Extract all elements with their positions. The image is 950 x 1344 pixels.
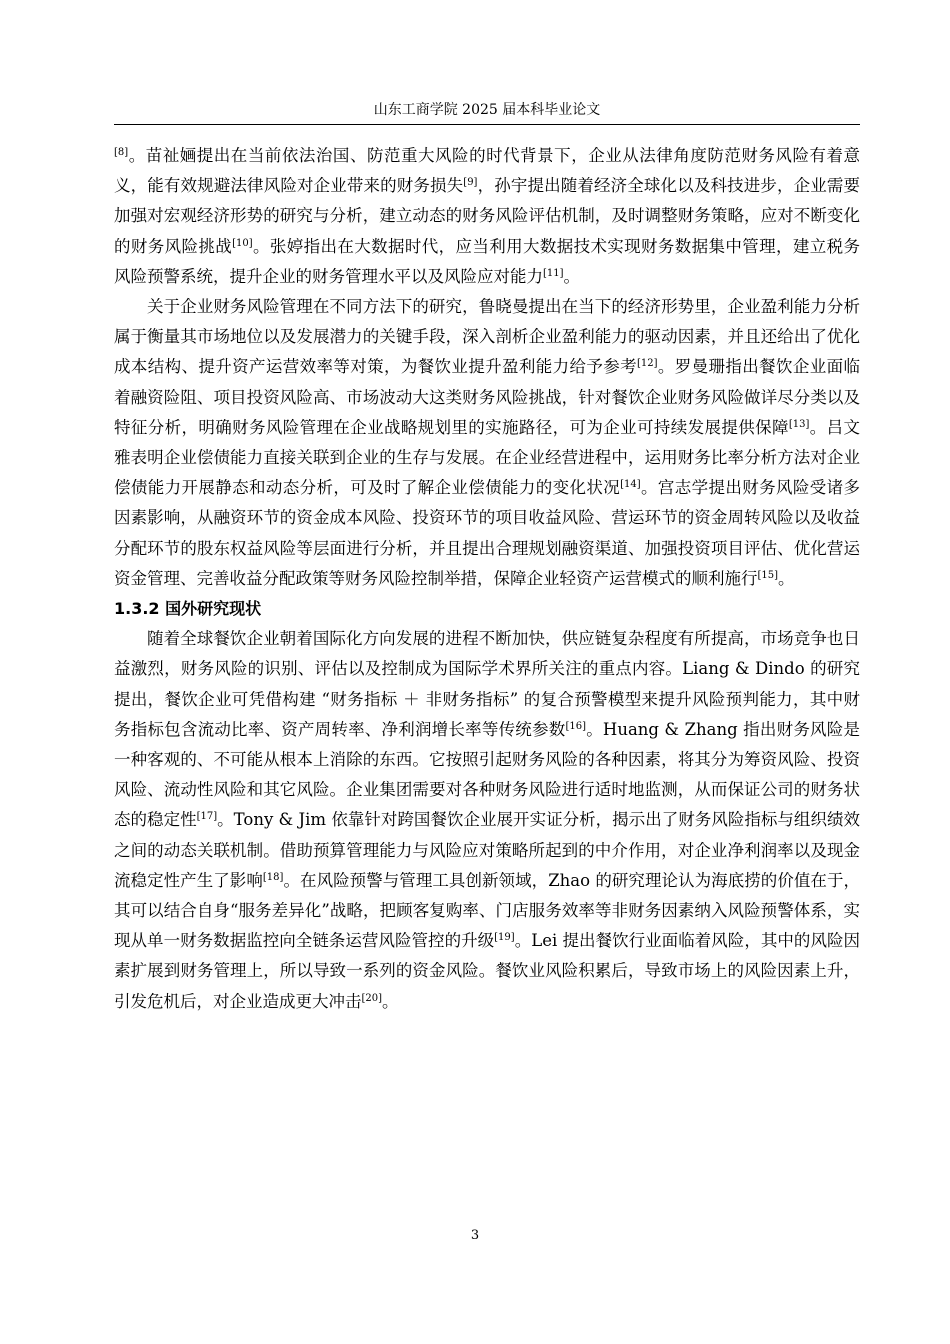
- text-span: 。: [563, 266, 581, 286]
- citation: [13]: [788, 418, 810, 430]
- text-span: 。苗祉婳提出在当前依法治国、防范重大风险的时代背景下，企业从法律角度防范财务风险有着意义，能有效规避法律风险对企业带来的财务损失: [114, 146, 860, 196]
- text-span: 。Lei 提出餐饮行业面临着风险，其中的风险因素扩展到财务管理上，所以导致一系列的资金风险。餐饮业风险积累后，导致市场上的风险因素上升，引发危机后，对企业造成更大冲击: [114, 931, 860, 1011]
- text-span: ，孙宇提出随着经济全球化以及科技进步，企业需要加强对宏观经济形势的研究与分析，建立动态的财务风险评估机制，及时调整财务策略，应对不断变化的财务风险挑战: [114, 176, 861, 256]
- paragraph-domestic-methods: [114, 292, 860, 594]
- citation: [8]: [114, 147, 129, 158]
- citation: [11]: [543, 267, 564, 279]
- text-span: 。吕文雅表明企业偿债能力直接关联到企业的生存与发展。在企业经营进程中，运用财务比率分析方法对企业偿债能力开展静态和动态分析，可及时了解企业偿债能力的变化状况: [114, 417, 861, 498]
- citation: [14]: [620, 479, 641, 491]
- citation: [18]: [262, 871, 284, 883]
- section-heading: 1.3.2 国外研究现状: [114, 599, 262, 619]
- text-span: 。张婷指出在大数据时代，应当利用大数据技术实现财务数据集中管理，建立税务风险预警系统，提升企业的财务管理水平以及风险应对能力: [114, 236, 861, 286]
- text-span: 。Huang & Zhang 指出财务风险是一种客观的、不可能从根本上消除的东西。它按照引起财务风险的各种因素，将其分为筹资风险、投资风险、流动性风险和其它风险。企业集团需要对各种财务风险进行适时地监测，从而保证公司的财务状态的稳定性: [114, 719, 860, 830]
- text-span: 随着全球餐饮企业朝着国际化方向发展的进程不断加快，供应链复杂程度有所提高，市场竞争也日益激烈，财务风险的识别、评估以及控制成为国际学术界所关注的重点内容。Liang & Dindo 的研究提出，餐饮企业可凭借构建 “财务指标 ＋ 非财务指标” 的复合预警模型来提升风险预判能力，其中财务指标包含流动比率、资产周转率、净利润增长率等传统参数: [114, 629, 860, 739]
- text-span: 关于企业财务风险管理在不同方法下的研究，鲁晓曼提出在当下的经济形势里，企业盈利能力分析属于衡量其市场地位以及发展潜力的关键手段，深入剖析企业盈利能力的驱动因素，并且还给出了优化成本结构、提升资产运营效率等对策，为餐饮业提升盈利能力给予参考: [114, 297, 860, 377]
- text-span: 。罗曼珊指出餐饮企业面临着融资险阻、项目投资风险高、市场波动大这类财务风险挑战，针对餐饮企业财务风险做详尽分类以及特征分析，明确财务风险管理在企业战略规划里的实施路径，可为企业可持续发展提供保障: [114, 357, 861, 437]
- citation: [16]: [565, 720, 586, 732]
- text-span: 。Tony & Jim 依靠针对跨国餐饮企业展开实证分析，揭示出了财务风险指标与组织绩效之间的动态关联机制。借助预算管理能力与风险应对策略所起到的中介作用，对企业净利润率以及现金流稳定性产生了影响: [114, 810, 860, 890]
- citation: [20]: [361, 992, 383, 1004]
- citation: [9]: [463, 177, 478, 189]
- paragraph-foreign-research: [114, 624, 860, 1017]
- citation: [19]: [494, 932, 515, 944]
- page-number: 3: [470, 1228, 480, 1243]
- paragraph-continuation: [114, 141, 860, 292]
- text-span: 。在风险预警与管理工具创新领域，Zhao 的研究理论认为海底捞的价值在于，其可以结合自身“服务差异化”战略，把顾客复购率、门店服务效率等非财务因素纳入风险预警体系，实现从单一财务数据监控向全链条运营风险管控的升级: [114, 870, 861, 951]
- text-span: 。宫志学提出财务风险受诸多因素影响，从融资环节的资金成本风险、投资环节的项目收益风险、营运环节的资金周转风险以及收益分配环节的股东权益风险等层面进行分析，并且提出合理规划融资渠道、加强投资项目评估、优化营运资金管理、完善收益分配政策等财务风险控制举措，保障企业轻资产运营模式的顺利施行: [114, 478, 861, 588]
- citation: [15]: [757, 569, 779, 581]
- header-divider: [114, 124, 860, 125]
- page-header: 山东工商学院 2025 届本科毕业论文: [373, 102, 601, 118]
- text-span: 。: [382, 991, 399, 1011]
- citation: [17]: [196, 811, 218, 823]
- citation: [12]: [637, 358, 658, 370]
- body-text: [114, 141, 860, 1017]
- citation: [10]: [232, 237, 253, 249]
- text-span: 。: [778, 568, 795, 588]
